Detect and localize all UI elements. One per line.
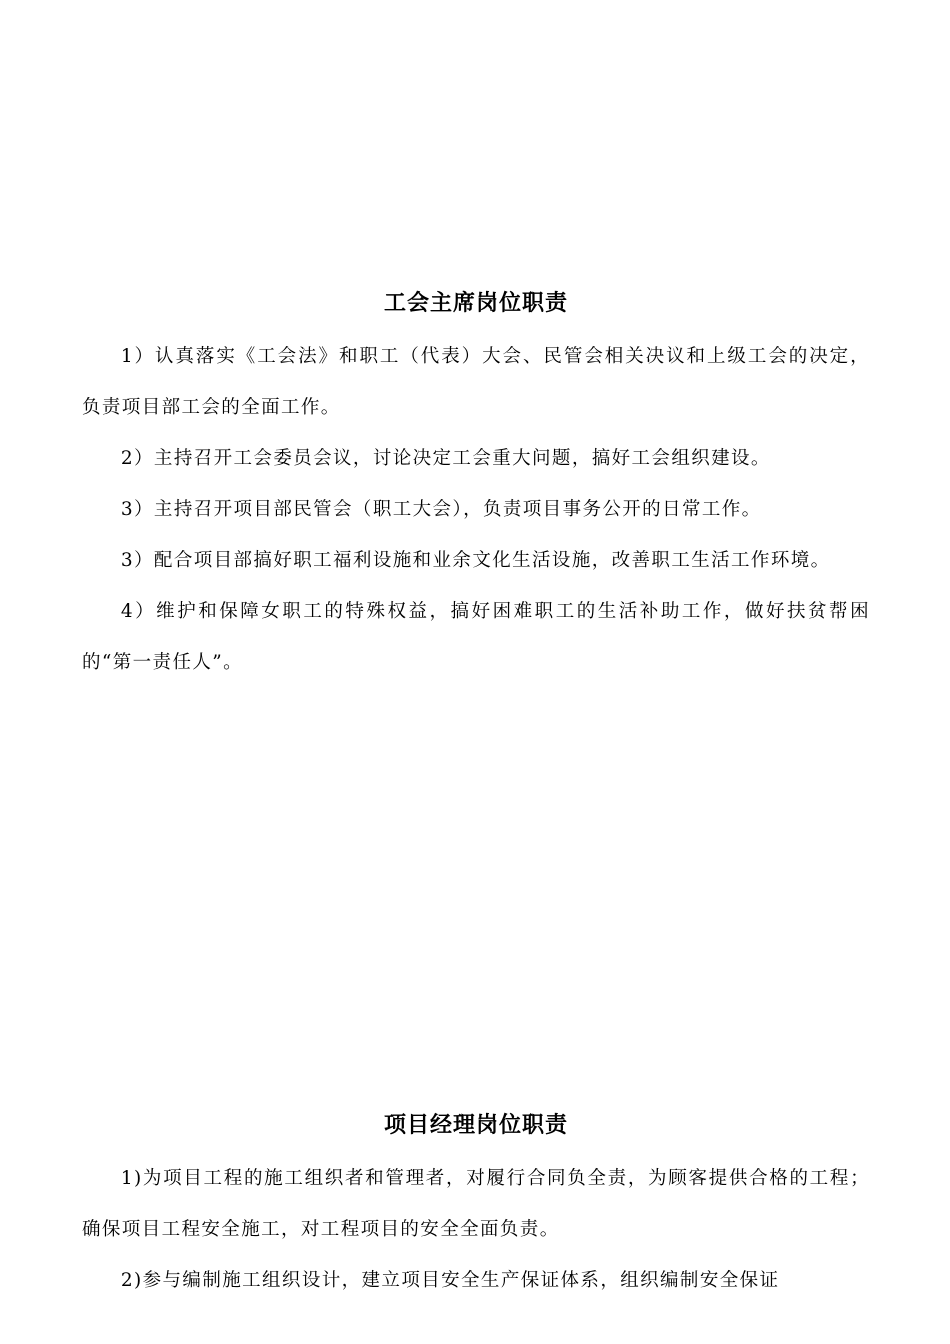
duty-paragraph: 4）维护和保障女职工的特殊权益，搞好困难职工的生活补助工作，做好扶贫帮困的“第一责任人”。 xyxy=(82,601,870,673)
duty-paragraph: 2)参与编制施工组织设计，建立项目安全生产保证体系，组织编制安全保证 xyxy=(120,1270,780,1291)
section-title: 项目经理岗位职责 xyxy=(383,1112,568,1138)
project-manager-duties-section xyxy=(82,1107,870,1306)
duty-paragraph: 2）主持召开工会委员会议，讨论决定工会重大问题，搞好工会组织建设。 xyxy=(120,448,771,469)
union-chairman-duties-section xyxy=(82,285,870,688)
duty-paragraph: 3）配合项目部搞好职工福利设施和业余文化生活设施，改善职工生活工作环境。 xyxy=(120,550,831,571)
duty-paragraph: 1)为项目工程的施工组织者和管理者，对履行合同负全责，为顾客提供合格的工程；确保项目工程安全施工，对工程项目的安全全面负责。 xyxy=(82,1168,870,1240)
duty-paragraph: 3）主持召开项目部民管会（职工大会），负责项目事务公开的日常工作。 xyxy=(120,499,762,520)
duty-paragraph: 1）认真落实《工会法》和职工（代表）大会、民管会相关决议和上级工会的决定，负责项目部工会的全面工作。 xyxy=(82,346,870,418)
section-title: 工会主席岗位职责 xyxy=(383,290,568,316)
